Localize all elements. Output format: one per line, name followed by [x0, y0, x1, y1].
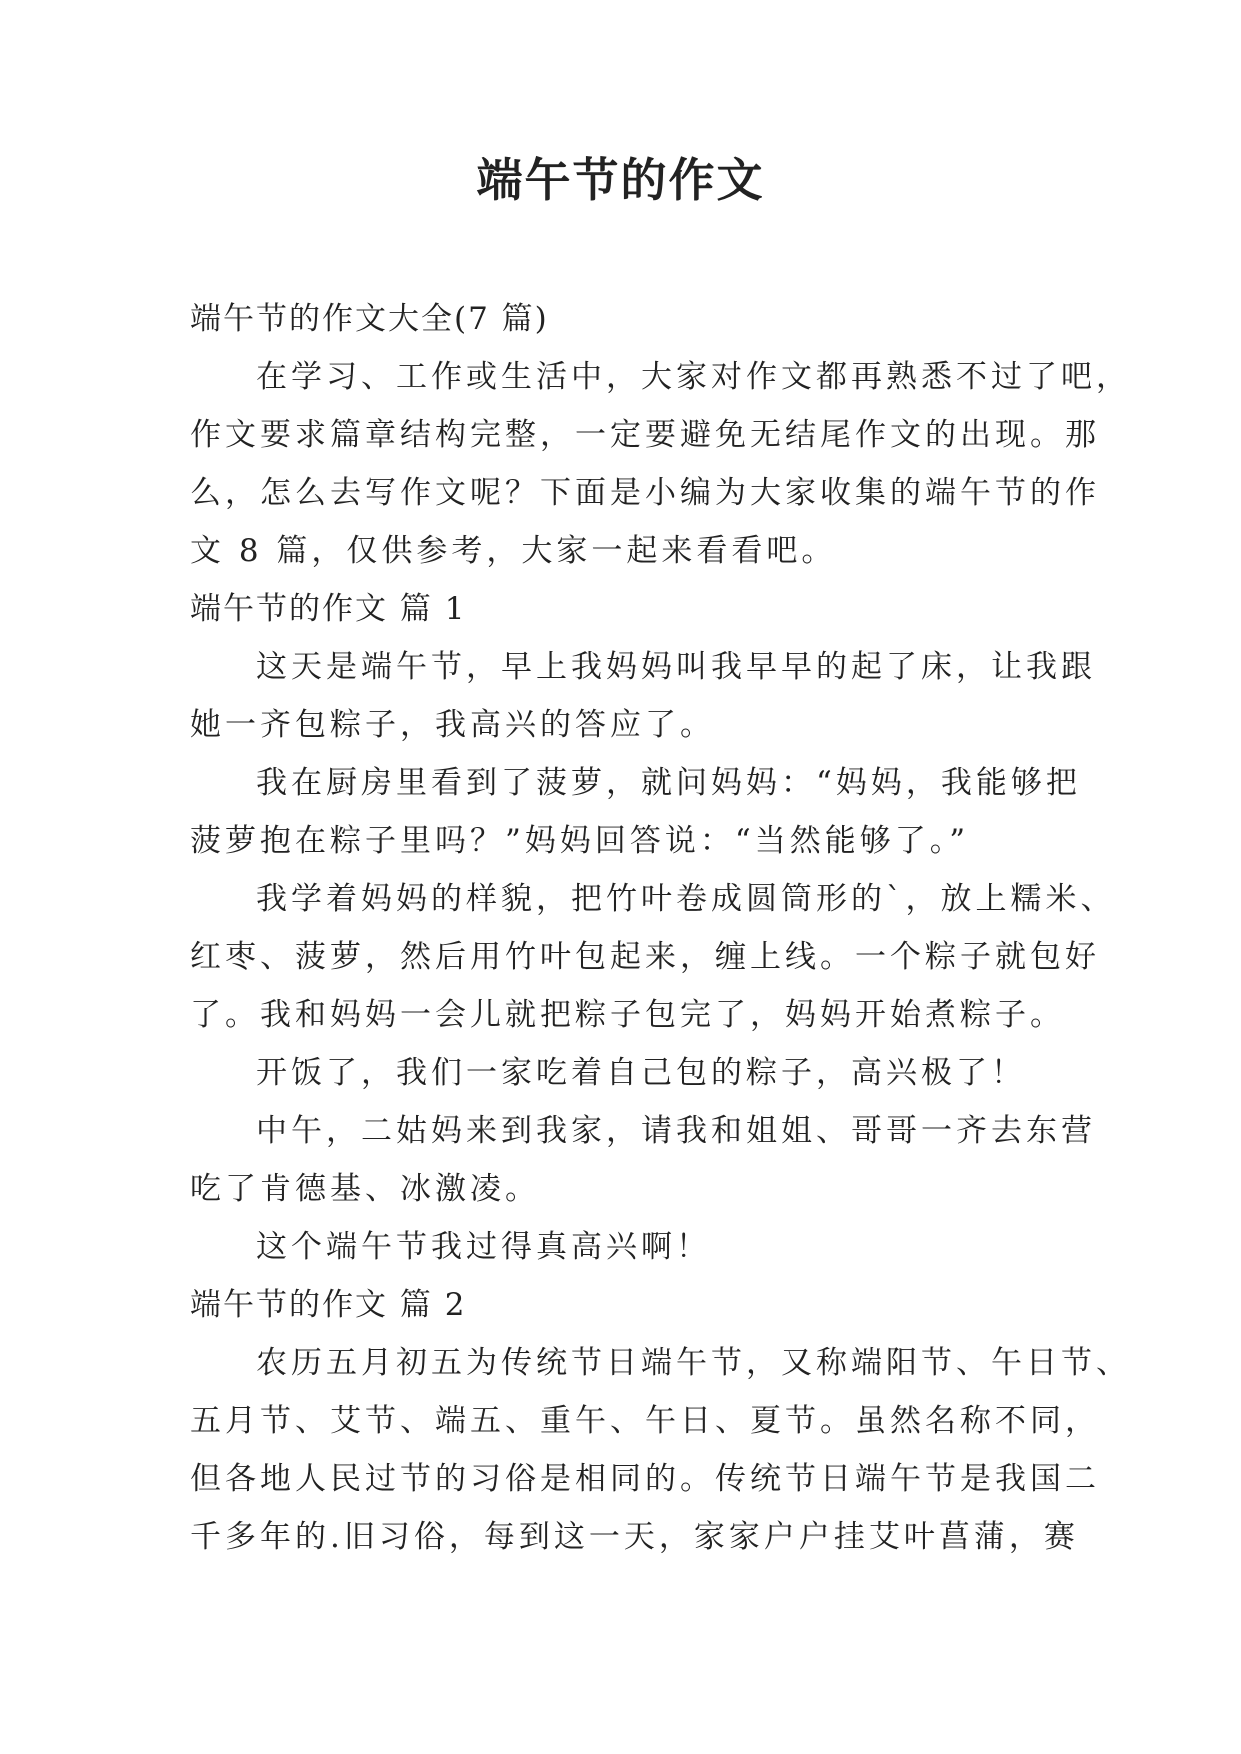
paragraph-line: 五月节、艾节、端五、重午、午日、夏节。虽然名称不同， — [190, 1403, 1100, 1439]
paragraph-line: 红枣、菠萝，然后用竹叶包起来，缠上线。一个粽子就包好 — [190, 939, 1100, 975]
paragraph-line: 菠萝抱在粽子里吗？”妈妈回答说：“当然能够了。” — [190, 823, 970, 859]
document-title: 端午节的作文 — [476, 153, 765, 207]
paragraph-line: 这个端午节我过得真高兴啊！ — [256, 1229, 711, 1265]
paragraph-line: 么，怎么去写作文呢？下面是小编为大家收集的端午节的作 — [190, 475, 1100, 511]
paragraph-line: 在学习、工作或生活中，大家对作文都再熟悉不过了吧， — [256, 359, 1131, 395]
paragraph-line: 吃了肯德基、冰激凌。 — [190, 1171, 540, 1207]
document-body — [190, 290, 1131, 1566]
paragraph-line: 作文要求篇章结构完整，一定要避免无结尾作文的出现。那 — [190, 417, 1100, 453]
paragraph-line: 中午，二姑妈来到我家，请我和姐姐、哥哥一齐去东营 — [256, 1113, 1096, 1149]
section-heading: 端午节的作文 篇 1 — [190, 591, 467, 627]
paragraph-line: 我学着妈妈的样貌，把竹叶卷成圆筒形的`，放上糯米、 — [256, 881, 1116, 917]
paragraph-line: 她一齐包粽子，我高兴的答应了。 — [190, 707, 715, 743]
paragraph-line: 了。我和妈妈一会儿就把粽子包完了，妈妈开始煮粽子。 — [190, 997, 1065, 1033]
paragraph-line: 我在厨房里看到了菠萝，就问妈妈：“妈妈，我能够把 — [256, 765, 1081, 801]
paragraph-line: 但各地人民过节的习俗是相同的。传统节日端午节是我国二 — [190, 1461, 1100, 1497]
section-heading: 端午节的作文大全(7 篇) — [190, 301, 549, 337]
paragraph-line: 千多年的.旧习俗，每到这一天，家家户户挂艾叶菖蒲，赛 — [190, 1519, 1079, 1555]
paragraph-line: 农历五月初五为传统节日端午节，又称端阳节、午日节、 — [256, 1345, 1131, 1381]
paragraph-line: 这天是端午节，早上我妈妈叫我早早的起了床，让我跟 — [256, 649, 1096, 685]
section-heading: 端午节的作文 篇 2 — [190, 1287, 467, 1323]
paragraph-line: 开饭了，我们一家吃着自己包的粽子，高兴极了！ — [256, 1055, 1026, 1091]
paragraph-line: 文 8 篇，仅供参考，大家一起来看看吧。 — [190, 533, 837, 569]
